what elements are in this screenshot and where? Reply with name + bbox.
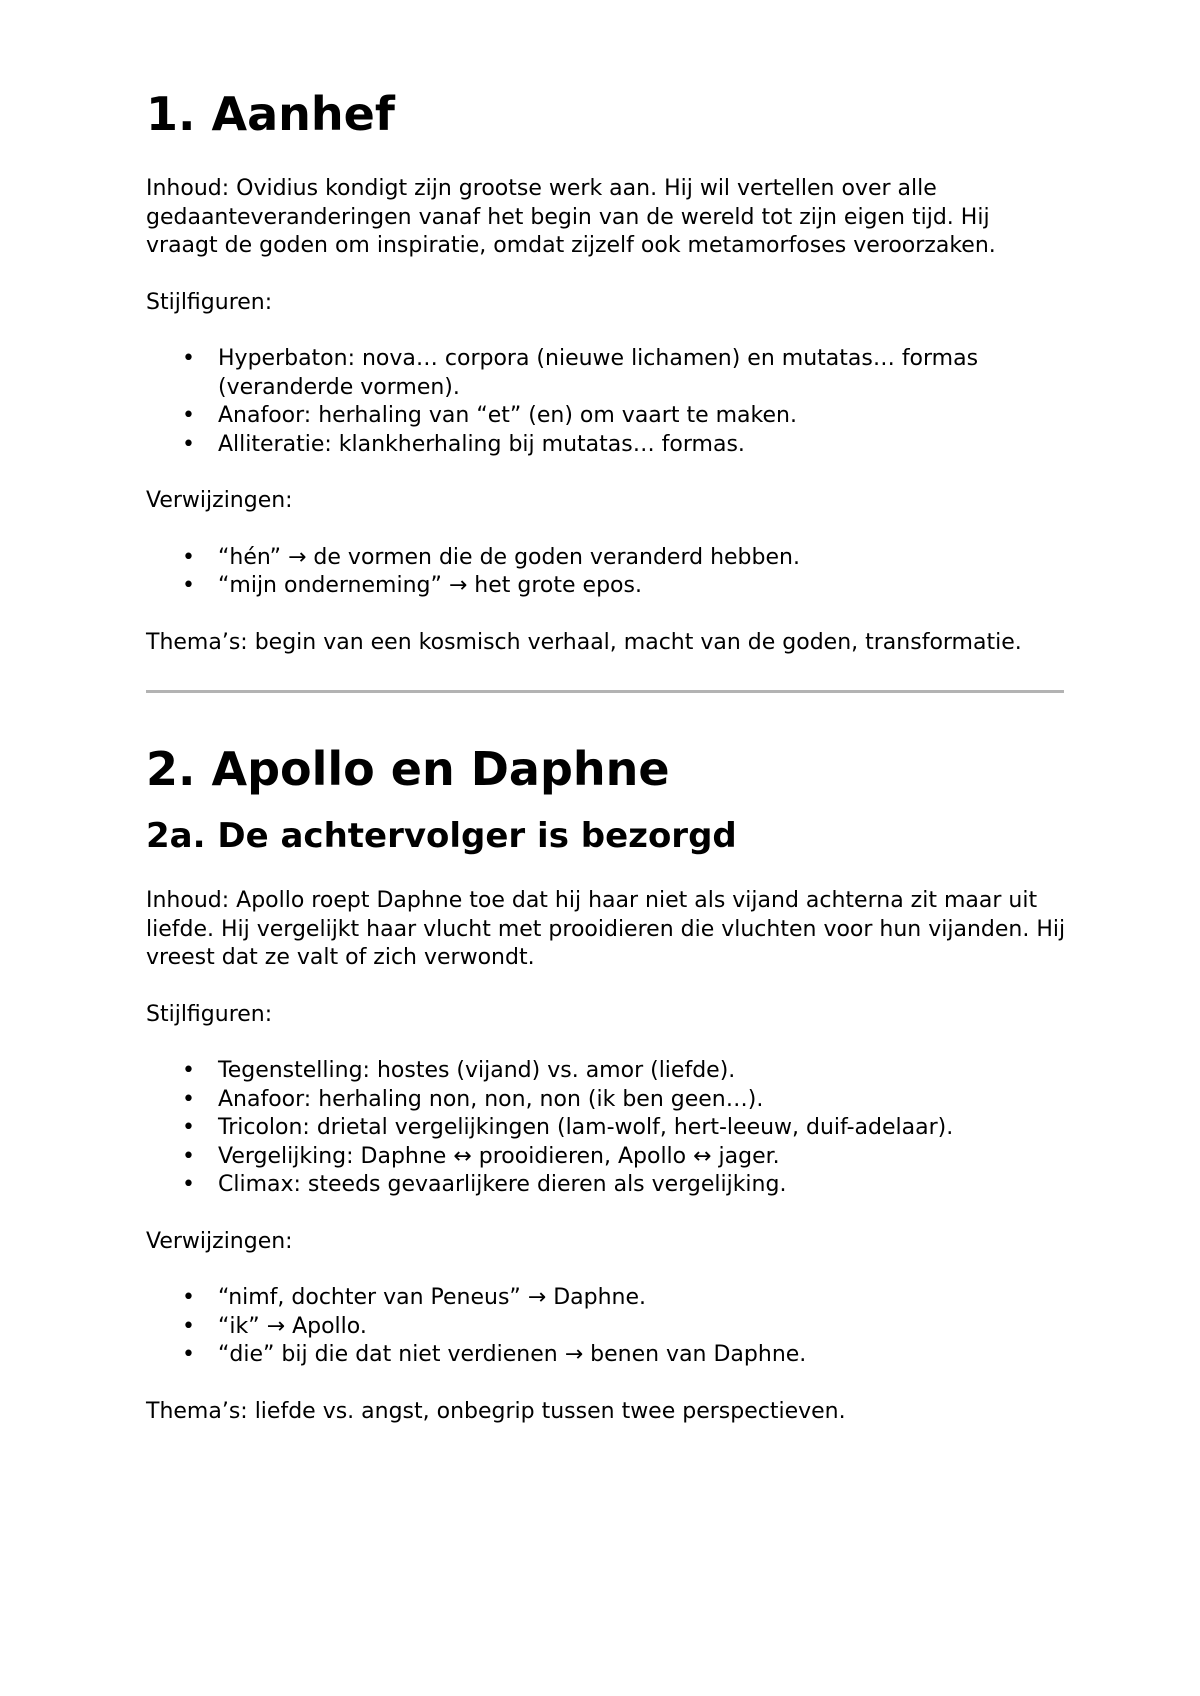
list-item: • Climax: steeds gevaarlijkere dieren als vergelijking. <box>218 1171 1066 1200</box>
section-2a-verwijzingen-list <box>146 1284 1066 1370</box>
list-item: • “mijn onderneming” → het grote epos. <box>218 572 1066 601</box>
section-2a-themas: Thema’s: liefde vs. angst, onbegrip tussen twee perspectieven. <box>146 1398 846 1424</box>
section-1-inhoud: Inhoud: Ovidius kondigt zijn grootse werk aan. Hij wil vertellen over alle gedaanteveranderingen vanaf het begin van de wereld tot zijn eigen tijd. Hij vraagt de goden om inspiratie, omdat zijzelf ook metamorfoses veroorzaken. <box>146 176 996 258</box>
list-item: • Tricolon: drietal vergelijkingen (lam-wolf, hert-leeuw, duif-adelaar). <box>218 1114 1066 1143</box>
section-2a-stijlfiguren-list <box>146 1057 1066 1200</box>
section-1-verwijzingen-label: Verwijzingen: <box>146 488 293 513</box>
list-item: • “hén” → de vormen die de goden veranderd hebben. <box>218 544 1066 573</box>
section-2a-stijlfiguren-label: Stijlfiguren: <box>146 1001 273 1027</box>
section-2a-verwijzingen-label: Verwijzingen: <box>146 1228 293 1254</box>
section-2a-title: 2a. De achtervolger is bezorgd <box>146 816 737 856</box>
list-item: • Tegenstelling: hostes (vijand) vs. amor (liefde). <box>218 1057 1066 1086</box>
section-2a-inhoud: Inhoud: Apollo roept Daphne toe dat hij haar niet als vijand achterna zit maar uit liefde. Hij vergelijkt haar vlucht met prooidieren die vluchten voor hun vijanden. Hij vreest dat ze valt of zich verwondt. <box>146 888 1066 970</box>
section-1-title: 1. Aanhef <box>146 87 395 141</box>
list-item: • Alliteratie: klankherhaling bij mutatas… formas. <box>218 431 1066 460</box>
section-1-stijlfiguren-label: Stijlfiguren: <box>146 289 273 315</box>
document-page <box>146 86 1066 1426</box>
list-item: • Anafoor: herhaling non, non, non (ik ben geen…). <box>218 1086 1066 1115</box>
list-item: • Vergelijking: Daphne ↔ prooidieren, Apollo ↔ jager. <box>218 1143 1066 1172</box>
list-item: • “nimf, dochter van Peneus” → Daphne. <box>218 1284 1066 1313</box>
section-1-verwijzingen-list <box>146 544 1066 601</box>
list-item: • “ik” → Apollo. <box>218 1313 1066 1342</box>
section-1-themas: Thema’s: begin van een kosmisch verhaal, macht van de goden, transformatie. <box>146 629 1022 655</box>
list-item: • Anafoor: herhaling van “et” (en) om vaart te maken. <box>218 402 1066 431</box>
list-item: • Hyperbaton: nova… corpora (nieuwe lichamen) en mutatas… formas (veranderde vormen). <box>218 345 1066 402</box>
list-item: • “die” bij die dat niet verdienen → benen van Daphne. <box>218 1341 1066 1370</box>
section-2-title: 2. Apollo en Daphne <box>146 742 670 796</box>
section-1-stijlfiguren-list <box>146 345 1066 459</box>
